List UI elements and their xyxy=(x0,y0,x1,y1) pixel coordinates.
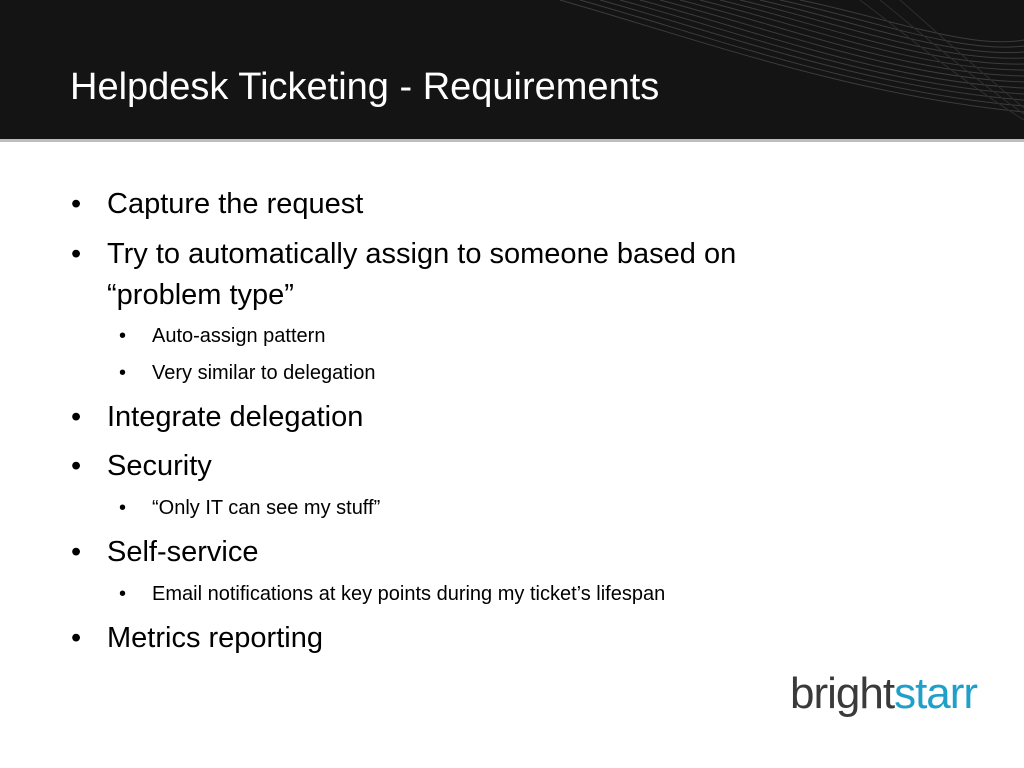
bullet-marker: • xyxy=(71,536,82,568)
bullet-marker: • xyxy=(71,188,82,220)
bullet-item xyxy=(71,619,323,657)
brightstarr-logo xyxy=(790,668,977,720)
sub-bullet-item xyxy=(119,360,376,386)
bullet-text: Auto-assign pattern xyxy=(152,325,326,347)
logo-text-bright: bright xyxy=(790,669,895,718)
bullet-text: “Only IT can see my stuff” xyxy=(152,497,381,519)
bullet-marker: • xyxy=(71,622,82,654)
bullet-item xyxy=(71,398,364,436)
bullet-text: Security xyxy=(107,450,212,482)
bullet-marker: • xyxy=(119,325,127,347)
bullet-item xyxy=(71,533,259,571)
bullet-marker: • xyxy=(119,583,127,605)
logo-text-starr: starr xyxy=(894,669,978,718)
slide-title: Helpdesk Ticketing - Requirements xyxy=(70,66,660,108)
sub-bullet-item xyxy=(119,323,326,349)
sub-bullet-item xyxy=(119,581,666,607)
bullet-text: Metrics reporting xyxy=(107,622,323,654)
bullet-marker: • xyxy=(71,401,82,433)
bullet-item xyxy=(71,235,737,273)
bullet-item xyxy=(71,185,364,223)
bullet-marker: • xyxy=(71,450,82,482)
bullet-marker: • xyxy=(71,238,82,270)
bullet-marker: • xyxy=(119,497,127,519)
sub-bullet-item xyxy=(119,495,381,521)
bullet-text: Integrate delegation xyxy=(107,401,364,433)
bullet-text: Try to automatically assign to someone based on xyxy=(107,238,737,270)
bullet-text: Very similar to delegation xyxy=(152,362,376,384)
bullet-text: Email notifications at key points during my ticket’s lifespan xyxy=(152,583,666,605)
bullet-text: Self-service xyxy=(107,536,259,568)
bullet-text: “problem type” xyxy=(107,279,294,311)
bullet-continuation xyxy=(107,276,294,314)
bullet-text: Capture the request xyxy=(107,188,364,220)
bullet-item xyxy=(71,447,212,485)
bullet-marker: • xyxy=(119,362,127,384)
